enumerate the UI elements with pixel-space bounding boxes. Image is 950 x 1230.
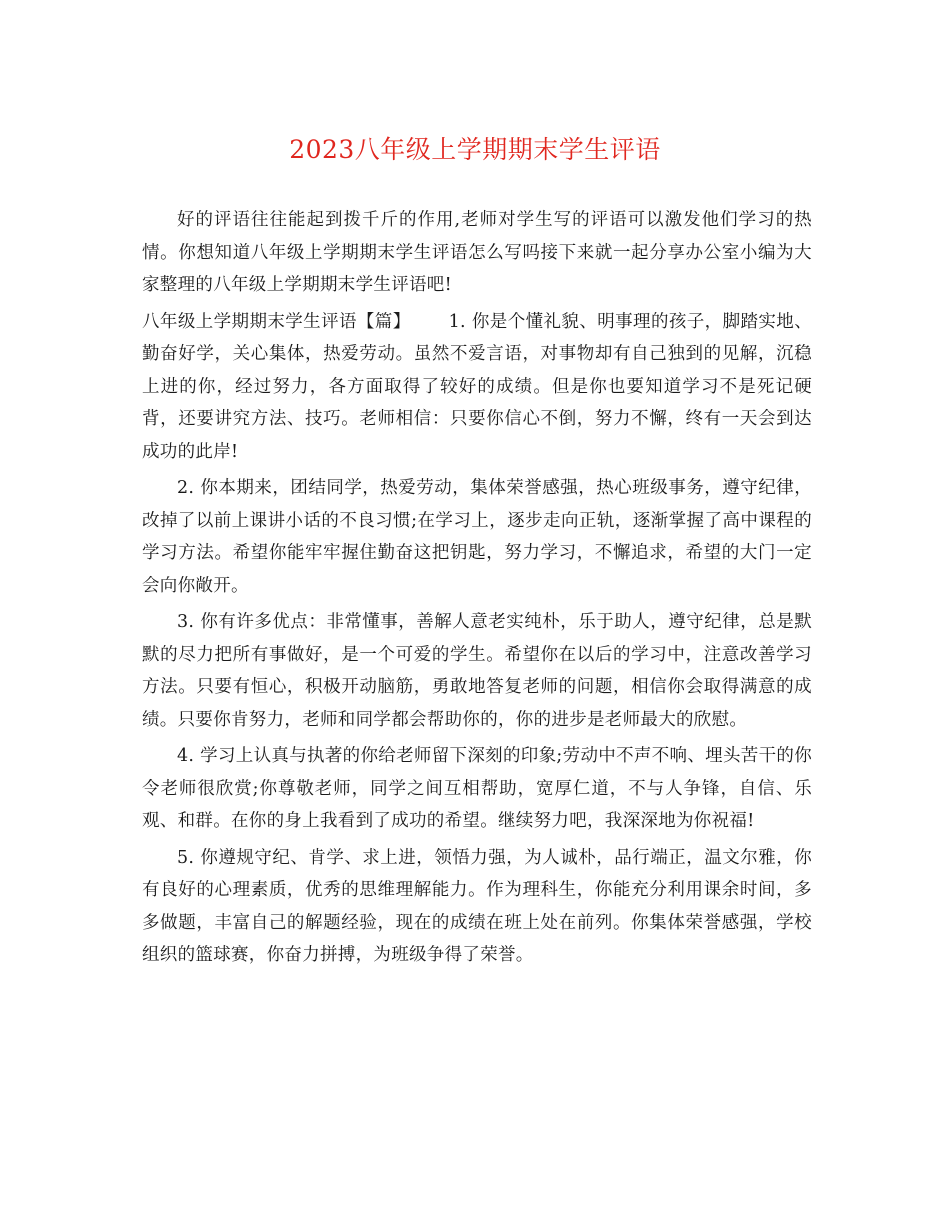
comment-paragraph-2: 2. 你本期来，团结同学，热爱劳动，集体荣誉感强，热心班级事务，遵守纪律，改掉了以前上课讲小话的不良习惯;在学习上，逐步走向正轨，逐渐掌握了高中课程的学习方法。希望你能牢牢握住勤奋这把钥匙，努力学习，不懈追求，希望的大门一定会向你敞开。: [142, 478, 812, 596]
document-title: 2023八年级上学期期末学生评语: [289, 135, 661, 164]
section-heading: 八年级上学期期末学生评语【篇】: [142, 311, 411, 332]
comment-paragraph-3: 3. 你有许多优点：非常懂事，善解人意老实纯朴，乐于助人，遵守纪律，总是默默的尽力把所有事做好，是一个可爱的学生。希望你在以后的学习中，注意改善学习方法。只要有恒心，积极开动脑筋，勇敢地答复老师的问题，相信你会取得满意的成绩。只要你肯努力，老师和同学都会帮助你的，你的进步是老师最大的欣慰。: [142, 612, 812, 730]
comment-paragraph-4: 4. 学习上认真与执著的你给老师留下深刻的印象;劳动中不声不响、埋头苦干的你令老师很欣赏;你尊敬老师，同学之间互相帮助，宽厚仁道，不与人争锋，自信、乐观、和群。在你的身上我看到了成功的希望。继续努力吧，我深深地为你祝福!: [142, 746, 812, 831]
comment-paragraph-1: [142, 306, 812, 469]
intro-paragraph: 好的评语往往能起到拨千斤的作用,老师对学生写的评语可以激发他们学习的热情。你想知道八年级上学期期末学生评语怎么写吗接下来就一起分享办公室小编为大家整理的八年级上学期期末学生评语吧!: [142, 210, 812, 295]
document-body: [142, 204, 812, 976]
comment-paragraph-5: 5. 你遵规守纪、肯学、求上进，领悟力强，为人诚朴，品行端正，温文尔雅，你有良好的心理素质，优秀的思维理解能力。作为理科生，你能充分利用课余时间，多多做题，丰富自己的解题经验，现在的成绩在班上处在前列。你集体荣誉感强，学校组织的篮球赛，你奋力拼搏，为班级争得了荣誉。: [142, 847, 812, 965]
comment-text-1: 1. 你是个懂礼貌、明事理的孩子，脚踏实地、勤奋好学，关心集体，热爱劳动。虽然不爱言语，对事物却有自己独到的见解，沉稳上进的你，经过努力，各方面取得了较好的成绩。但是你也要知道学习不是死记硬背，还要讲究方法、技巧。老师相信：只要你信心不倒，努力不懈，终有一天会到达成功的此岸!: [142, 311, 813, 462]
